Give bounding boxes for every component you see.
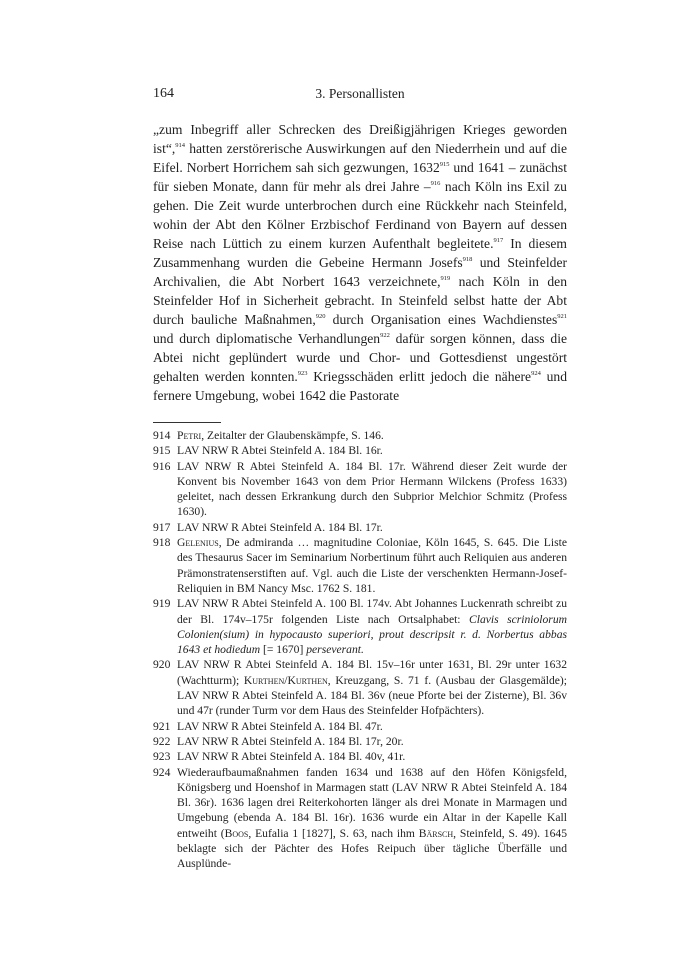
footnote-text bbox=[177, 535, 567, 596]
footnotes bbox=[153, 428, 567, 872]
footnote-917 bbox=[153, 520, 567, 535]
footnote-923 bbox=[153, 749, 567, 764]
footnote-number: 920 bbox=[153, 658, 171, 672]
running-title: 3. Personallisten bbox=[315, 86, 405, 101]
footnote-921 bbox=[153, 719, 567, 734]
footnote-number: 918 bbox=[153, 536, 171, 550]
footnote-text-part: , De admiranda … magnitudine Coloniae, Köln 1645, S. 645. Die Liste des Thesaurus Sacer im Seminarium Norbertinum führt auch Reliquien aus anderen Prämonstratenserstiften auf. Vgl. auch die Liste der verschenkten Hermann-Josef-Reliquien in BM Nancy Msc. 1762 S. 181. bbox=[177, 536, 567, 595]
footnote-text bbox=[177, 657, 567, 718]
footnote-ref: 924 bbox=[531, 370, 541, 377]
footnote-text: LAV NRW R Abtei Steinfeld A. 184 Bl. 17r, 20r. bbox=[177, 734, 404, 748]
footnote-914 bbox=[153, 428, 567, 443]
page-header bbox=[153, 86, 567, 106]
author-name: Bärsch bbox=[418, 826, 454, 840]
footnote-ref: 921 bbox=[557, 313, 568, 320]
page-number: 164 bbox=[153, 86, 174, 101]
footnote-ref: 919 bbox=[440, 275, 451, 282]
body-text: Kriegsschäden erlitt jedoch die nähere bbox=[307, 369, 532, 384]
author-name: Boos bbox=[224, 826, 249, 840]
latin-quote: perseverant. bbox=[306, 643, 364, 657]
body-text: durch Organisation eines Wachdienstes bbox=[325, 312, 558, 327]
footnote-text: LAV NRW R Abtei Steinfeld A. 184 Bl. 47r. bbox=[177, 719, 383, 733]
footnote-text-part: , Eufalia 1 [1827], S. 63, nach ihm bbox=[248, 826, 419, 840]
footnote-number: 914 bbox=[153, 429, 171, 442]
body-text: dafür sorgen können, dass die Abtei nicht geplündert wurde und Chor- und Gottesdienst ungestört gehalten werden konnten. bbox=[153, 331, 568, 384]
footnote-text bbox=[177, 596, 567, 657]
footnote-918 bbox=[153, 535, 567, 596]
footnote-text-part: LAV NRW R Abtei Steinfeld A. 184 Bl. 15v–16r unter 1631, Bl. 29r unter 1632 (Wachtturm); bbox=[177, 658, 567, 687]
author-name: Kurthen/Kurthen bbox=[243, 673, 328, 687]
footnote-number: 917 bbox=[153, 520, 171, 534]
footnote-ref: 915 bbox=[439, 161, 450, 168]
footnote-text-part: , Zeitalter der Glaubenskämpfe, S. 146. bbox=[201, 429, 384, 442]
footnote-916 bbox=[153, 459, 567, 520]
footnote-920 bbox=[153, 657, 567, 718]
footnote-ref: 914 bbox=[175, 142, 186, 149]
footnote-text: LAV NRW R Abtei Steinfeld A. 184 Bl. 17r. Während dieser Zeit wurde der Konvent bis November 1643 von dem Prior Hermann Wilckens (Profess 1633) geleitet, nach dessen Erkrankung durch den Subprior Melchior Schmitz (Profess 1630). bbox=[177, 459, 567, 519]
footnote-number: 919 bbox=[153, 597, 171, 611]
footnote-separator bbox=[153, 422, 221, 423]
main-text bbox=[153, 120, 567, 405]
body-text: nach Köln ins Exil zu gehen. Die Zeit wurde unterbrochen durch eine Rückkehr nach Steinfeld, wohin der Abt den Kölner Erzbischof Ferdinand von Bayern auf dessen Reise nach Lüttich zu einem kurzen Aufenthalt begleitete. bbox=[153, 179, 567, 251]
footnote-ref: 920 bbox=[315, 313, 326, 320]
latin-quote: Clavis scriniolorum Colonien(sium) in hypocausto superiori, prout descripsit r. d. Norbertus abbas 1643 et hodiedum bbox=[177, 612, 567, 657]
footnote-text bbox=[177, 428, 567, 443]
footnote-text-part: , Kreuzgang, S. 71 f. (Ausbau der Glasgemälde); LAV NRW R Abtei Steinfeld A. 184 Bl. 36v (neue Pforte bei der Zisterne), Bl. 36v und 47r (runder Turm vor dem Haus des Steinfelder Hofpächters). bbox=[177, 673, 567, 718]
footnote-text: LAV NRW R Abtei Steinfeld A. 184 Bl. 17r. bbox=[177, 520, 383, 534]
author-name: Gelenius bbox=[177, 536, 219, 550]
footnote-text: LAV NRW R Abtei Steinfeld A. 184 Bl. 16r. bbox=[177, 444, 383, 458]
body-text: und Steinfelder Archivalien, die Abt Norbert 1643 verzeichnete, bbox=[153, 255, 567, 289]
body-text: hatten zerstörerische Auswirkungen auf den Niederrhein und auf die Eifel. Norbert Horrichem sah sich gezwungen, 1632 bbox=[153, 141, 567, 175]
footnote-number: 915 bbox=[153, 444, 171, 458]
footnote-919 bbox=[153, 596, 567, 657]
body-paragraph bbox=[153, 120, 567, 405]
footnote-915 bbox=[153, 443, 567, 458]
body-text: In diesem Zusammenhang wurden die Gebeine Hermann Josefs bbox=[153, 236, 567, 270]
footnote-ref: 923 bbox=[297, 370, 308, 377]
footnote-text-part: Wiederaufbaumaßnahmen fanden 1634 und 1638 auf den Höfen Königsfeld, Königsberg und Hoenshof in Marmagen statt (LAV NRW R Abtei Steinfeld A. 184 Bl. 36r). 1636 lagen drei Reiterkohorten länger als drei Monate in Marmagen und Umgebung (ebenda A. 184 Bl. 16r). 1636 wurde ein Altar in der Kapelle Kall entweiht ( bbox=[177, 765, 567, 840]
footnote-text-part: [= 1670] bbox=[260, 643, 307, 657]
footnote-number: 916 bbox=[153, 459, 171, 473]
footnote-text-part: , Steinfeld, S. 49). 1645 beklagte sich der Pächter des Hofes Reipuch über tägliche Überfälle und Ausplünde- bbox=[177, 826, 567, 871]
body-text: und fernere Umgebung, wobei 1642 die Pastorate bbox=[153, 369, 567, 403]
footnote-text bbox=[177, 765, 567, 872]
footnote-text: LAV NRW R Abtei Steinfeld A. 184 Bl. 40v, 41r. bbox=[177, 750, 406, 764]
body-text: und durch diplomatische Verhandlungen bbox=[153, 331, 381, 346]
body-text: „zum Inbegriff aller Schrecken des Dreißigjährigen Krieges geworden ist“, bbox=[153, 122, 567, 156]
footnote-922 bbox=[153, 734, 567, 749]
footnote-ref: 916 bbox=[430, 180, 441, 187]
footnote-ref: 917 bbox=[493, 237, 504, 244]
footnote-ref: 918 bbox=[462, 256, 473, 263]
body-text: nach Köln in den Steinfelder Hof in Sicherheit gebracht. In Steinfeld selbst hatte der Abt durch bauliche Maßnahmen, bbox=[153, 274, 567, 327]
footnote-number: 921 bbox=[153, 719, 171, 733]
body-text: und 1641 – zunächst für sieben Monate, dann für mehr als drei Jahre – bbox=[153, 160, 567, 194]
footnote-ref: 922 bbox=[380, 332, 390, 339]
footnote-number: 922 bbox=[153, 734, 171, 748]
author-name: Petri bbox=[177, 429, 202, 442]
footnote-text-part: LAV NRW R Abtei Steinfeld A. 100 Bl. 174v. Abt Johannes Luckenrath schreibt zu der Bl. 174v–175r folgenden Liste nach Ortsalphabet: bbox=[177, 597, 567, 626]
footnote-924 bbox=[153, 765, 567, 872]
footnote-number: 923 bbox=[153, 750, 171, 764]
footnote-number: 924 bbox=[153, 765, 171, 779]
